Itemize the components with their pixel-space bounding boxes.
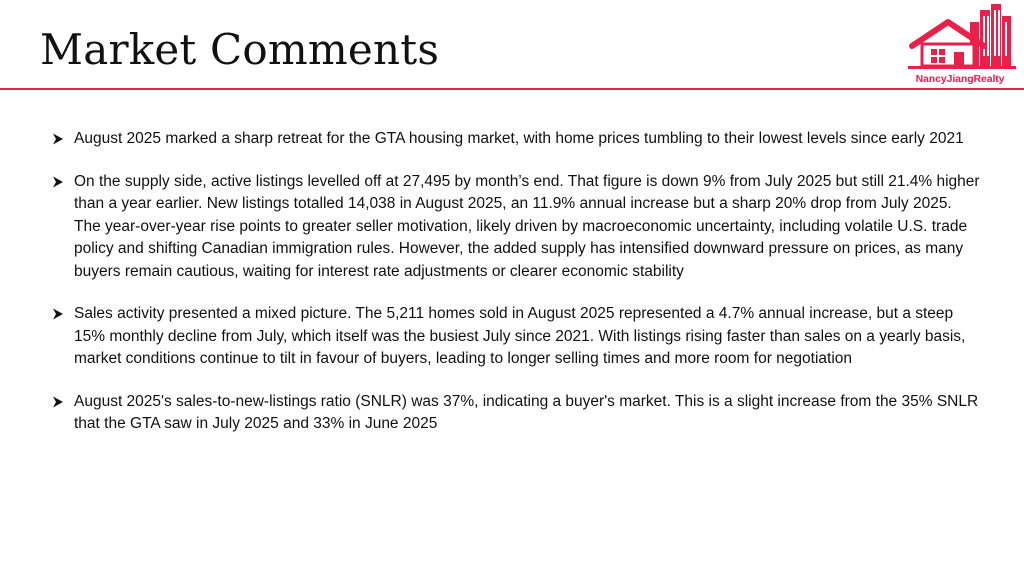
logo-text: NancyJiangRealty (915, 73, 1005, 85)
company-logo (898, 2, 1022, 90)
market-comments-list (50, 128, 980, 436)
house-skyline-icon (898, 2, 1022, 72)
bullet-text: August 2025's sales-to-new-listings ratio (SNLR) was 37%, indicating a buyer's market. This is a slight increase from the 35% SNLR that the GTA saw in July 2025 and 33% in June 2025 (74, 392, 979, 432)
arrow-bullet-icon (52, 396, 64, 408)
arrow-bullet-icon (52, 176, 64, 188)
bullet-text: August 2025 marked a sharp retreat for the GTA housing market, with home prices tumbling to their lowest levels since early 2021 (74, 130, 964, 147)
bullet-text: Sales activity presented a mixed picture. The 5,211 homes sold in August 2025 represented a 4.7% annual increase, but a steep 15% monthly decline from July, which itself was the busiest July since 2021. With listings rising faster than sales on a yearly basis, market conditions continue to tilt in favour of buyers, leading to longer selling times and more room for negotiation (74, 305, 966, 367)
list-item (50, 391, 980, 436)
title-divider (0, 88, 1024, 90)
slide-title: Market Comments (40, 25, 440, 74)
bullet-text: On the supply side, active listings levelled off at 27,495 by month’s end. That figure is down 9% from July 2025 but still 21.4% higher than a year earlier. New listings totalled 14,038 in August 2025, an 11.9% annual increase but a sharp 20% drop from July 2025. The year-over-year rise points to greater seller motivation, likely driven by macroeconomic uncertainty, including volatile U.S. trade policy and shifting Canadian immigration rules. However, the added supply has intensified downward pressure on prices, as many buyers remain cautious, waiting for interest rate adjustments or clearer economic stability (74, 172, 980, 280)
arrow-bullet-icon (52, 133, 64, 145)
list-item (50, 303, 980, 371)
list-item (50, 171, 980, 284)
arrow-bullet-icon (52, 308, 64, 320)
list-item (50, 128, 980, 151)
